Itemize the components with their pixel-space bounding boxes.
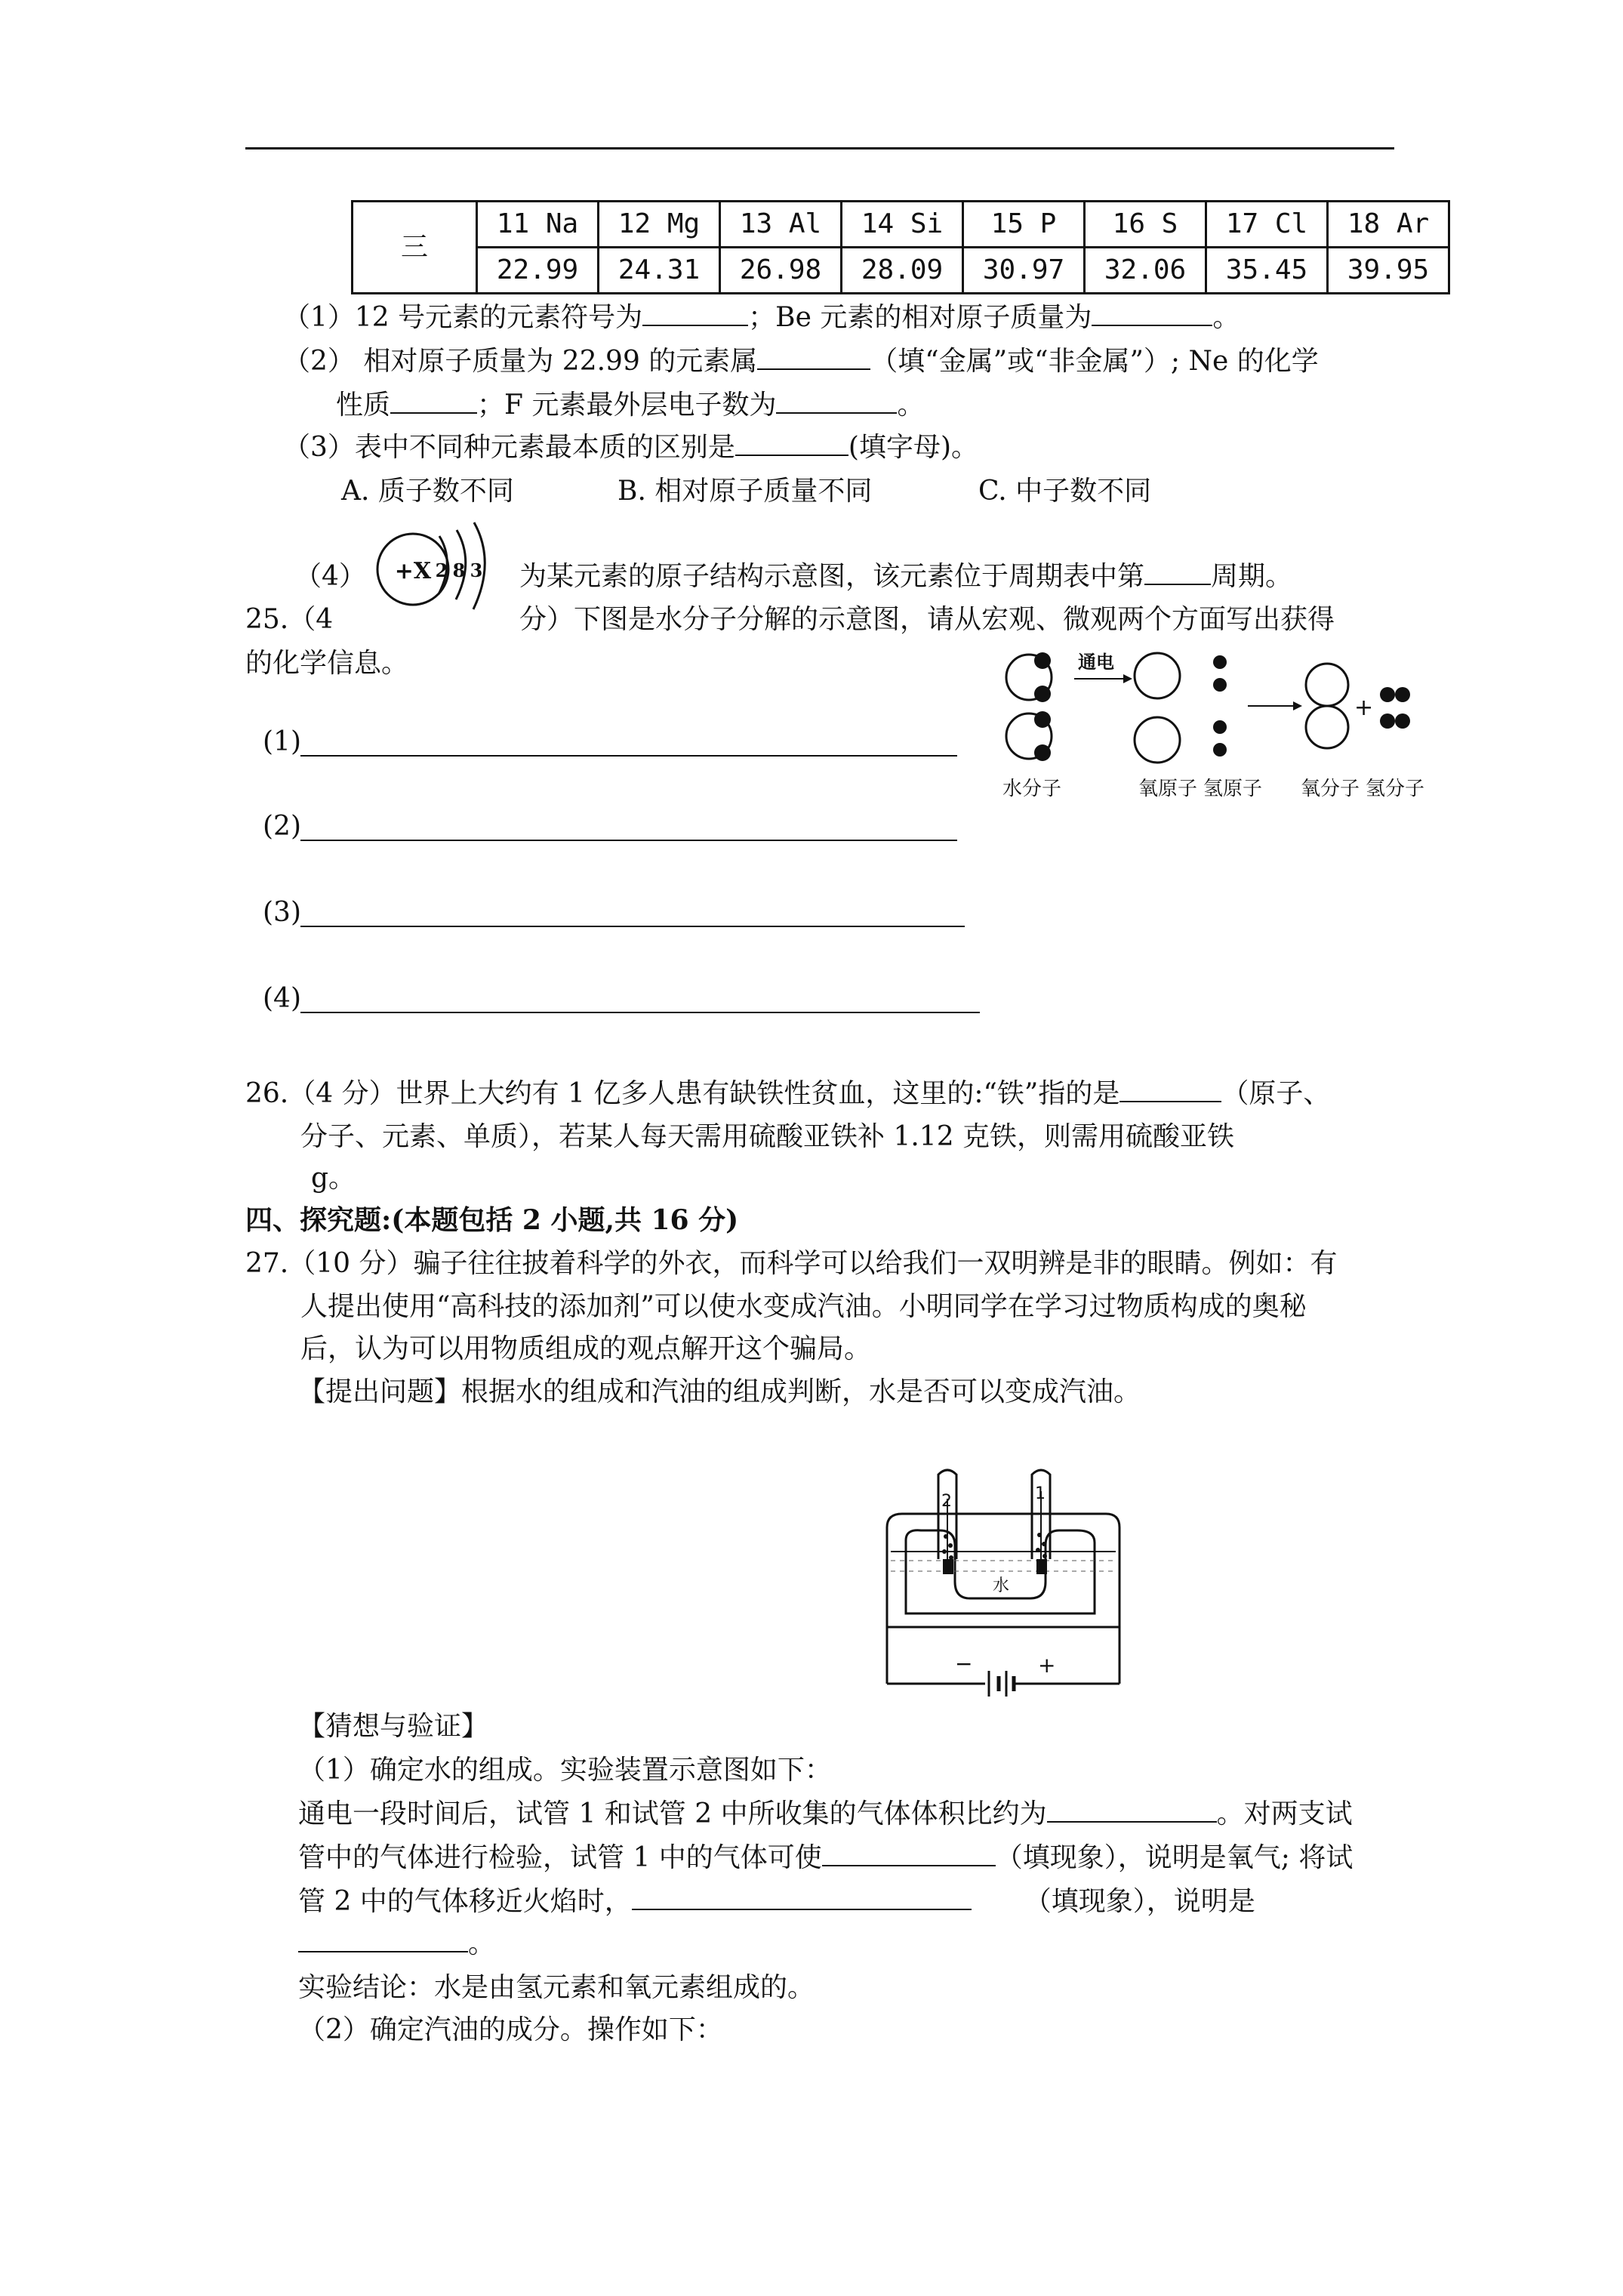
shell-electrons: 3 bbox=[470, 559, 483, 581]
element-mass: 35.45 bbox=[1206, 248, 1328, 294]
q25-item-label: (2) bbox=[263, 811, 301, 842]
answer-blank[interactable] bbox=[776, 387, 897, 414]
element-mass: 30.97 bbox=[963, 248, 1085, 294]
hydrogen-molecule bbox=[1380, 713, 1410, 729]
shell-electrons: 2 bbox=[435, 559, 448, 581]
step1-line2: 管中的气体进行检验，试管 1 中的气体可使 （填现象），说明是氧气; 将试 bbox=[298, 1836, 1353, 1875]
q25-stem-cont: 的化学信息。 bbox=[245, 648, 409, 679]
water-molecule bbox=[1006, 711, 1052, 761]
hydrogen-atom bbox=[1213, 720, 1227, 734]
q25-item-label: (4) bbox=[263, 983, 301, 1014]
element-cell: 18 Ar bbox=[1328, 202, 1449, 248]
element-cell: 16 S bbox=[1085, 202, 1206, 248]
element-cell: 13 Al bbox=[720, 202, 842, 248]
step1-heading: （1）确定水的组成。实验装置示意图如下： bbox=[298, 1755, 832, 1786]
q24-option-a: A. 质子数不同 bbox=[341, 476, 514, 507]
tube-label-2: 2 bbox=[941, 1492, 952, 1511]
answer-line[interactable] bbox=[300, 1012, 980, 1013]
answer-blank[interactable] bbox=[390, 387, 477, 414]
periodic-table bbox=[351, 200, 1450, 294]
plus-sign: + bbox=[1354, 695, 1374, 721]
header-rule bbox=[245, 147, 1394, 149]
water-label: 水 bbox=[993, 1576, 1010, 1595]
arrow-label: 通电 bbox=[1078, 652, 1114, 673]
element-cell: 17 Cl bbox=[1206, 202, 1328, 248]
q27-line3: 后，认为可以用物质组成的观点解开这个骗局。 bbox=[300, 1333, 872, 1364]
element-cell: 15 P bbox=[963, 202, 1085, 248]
element-mass: 32.06 bbox=[1085, 248, 1206, 294]
answer-line[interactable] bbox=[300, 840, 957, 841]
hydrogen-atom bbox=[1213, 678, 1227, 692]
step1-line4: 。 bbox=[298, 1922, 495, 1961]
electrolysis-apparatus-diagram bbox=[879, 1461, 1136, 1703]
water-decomposition-diagram bbox=[995, 646, 1448, 804]
q24-part3: （3）表中不同种元素最本质的区别是 (填字母)。 bbox=[283, 426, 978, 464]
oxygen-atom bbox=[1135, 653, 1180, 698]
answer-blank[interactable] bbox=[1144, 558, 1211, 585]
q25-number: 25.（4 bbox=[245, 604, 334, 635]
oxygen-molecule bbox=[1306, 664, 1348, 748]
answer-blank[interactable] bbox=[1092, 299, 1212, 326]
label-oxygen-molecule: 氧分子 bbox=[1301, 778, 1360, 800]
step2-heading: （2）确定汽油的成分。操作如下： bbox=[298, 2014, 723, 2045]
hydrogen-atom bbox=[1213, 743, 1227, 757]
label-hydrogen-molecule: 氢分子 bbox=[1366, 778, 1425, 800]
element-cell: 12 Mg bbox=[599, 202, 720, 248]
q24-part4-text: 为某元素的原子结构示意图，该元素位于周期表中第 周期。 bbox=[519, 555, 1292, 593]
section-heading: 四、探究题:(本题包括 2 小题,共 16 分) bbox=[245, 1204, 739, 1236]
hydrogen-molecule bbox=[1380, 687, 1410, 702]
q27-question: 【提出问题】根据水的组成和汽油的组成判断，水是否可以变成汽油。 bbox=[298, 1376, 1141, 1407]
label-water-molecule: 水分子 bbox=[1002, 778, 1062, 800]
q27-line1: 27.（10 分）骗子往往披着科学的外衣，而科学可以给我们一双明辨是非的眼睛。例如：有 bbox=[245, 1248, 1338, 1279]
answer-blank[interactable] bbox=[735, 429, 848, 456]
positive-terminal: + bbox=[1038, 1653, 1056, 1678]
step1-line1: 通电一段时间后，试管 1 和试管 2 中所收集的气体体积比约为 。对两支试 bbox=[298, 1792, 1353, 1831]
element-cell: 11 Na bbox=[477, 202, 599, 248]
element-mass: 22.99 bbox=[477, 248, 599, 294]
q24-part2: （2） 相对原子质量为 22.99 的元素属 （填“金属”或“非金属”）; Ne 的化学 bbox=[283, 340, 1319, 378]
q25-item-label: (1) bbox=[263, 726, 301, 757]
hydrogen-atom bbox=[1213, 655, 1227, 669]
q24-option-c: C. 中子数不同 bbox=[978, 476, 1152, 507]
water-molecule bbox=[1006, 652, 1052, 702]
tube-label-1: 1 bbox=[1035, 1484, 1046, 1503]
element-mass: 28.09 bbox=[842, 248, 963, 294]
q25-stem: 分）下图是水分子分解的示意图，请从宏观、微观两个方面写出获得 bbox=[519, 604, 1335, 635]
answer-blank[interactable] bbox=[822, 1839, 996, 1866]
element-mass: 39.95 bbox=[1328, 248, 1449, 294]
answer-line[interactable] bbox=[300, 755, 957, 757]
q25-item-label: (3) bbox=[263, 897, 301, 928]
q24-part1: （1）12 号元素的元素符号为 ；Be 元素的相对原子质量为 。 bbox=[283, 296, 1240, 334]
q24-option-b: B. 相对原子质量不同 bbox=[617, 476, 873, 507]
answer-blank[interactable] bbox=[1047, 1795, 1217, 1823]
period-label: 三 bbox=[353, 202, 477, 294]
element-mass: 26.98 bbox=[720, 248, 842, 294]
step1-line3: 管 2 中的气体移近火焰时， （填现象），说明是 bbox=[298, 1880, 1255, 1918]
q27-line2: 人提出使用“高科技的添加剂”可以使水变成汽油。小明同学在学习过物质构成的奥秘 bbox=[300, 1291, 1307, 1322]
oxygen-atom bbox=[1135, 717, 1180, 763]
label-oxygen-atom: 氧原子 bbox=[1138, 778, 1198, 800]
answer-blank[interactable] bbox=[298, 1925, 468, 1952]
answer-blank[interactable] bbox=[642, 299, 748, 326]
conclusion: 实验结论：水是由氢元素和氧元素组成的。 bbox=[298, 1972, 815, 2003]
shell-electrons: 8 bbox=[452, 559, 466, 581]
q24-part2-cont: 性质 ；F 元素最外层电子数为 。 bbox=[336, 384, 924, 422]
q26-line3: g。 bbox=[311, 1163, 356, 1194]
guess-heading: 【猜想与验证】 bbox=[298, 1711, 489, 1742]
q24-part4-label: （4） bbox=[294, 561, 366, 592]
q26-line1: 26.（4 分）世界上大约有 1 亿多人患有缺铁性贫血，这里的:“铁”指的是 （原子、 bbox=[245, 1072, 1330, 1111]
atom-structure-diagram bbox=[366, 515, 517, 647]
element-mass: 24.31 bbox=[599, 248, 720, 294]
answer-blank[interactable] bbox=[632, 1883, 972, 1910]
answer-blank[interactable] bbox=[757, 343, 870, 370]
negative-terminal: − bbox=[955, 1651, 973, 1676]
q26-line2: 分子、元素、单质），若某人每天需用硫酸亚铁补 1.12 克铁，则需用硫酸亚铁 bbox=[300, 1121, 1235, 1152]
answer-blank[interactable] bbox=[1119, 1075, 1221, 1102]
atom-nucleus: +X bbox=[394, 558, 432, 584]
answer-line[interactable] bbox=[300, 926, 965, 927]
label-hydrogen-atom: 氢原子 bbox=[1203, 778, 1263, 800]
element-cell: 14 Si bbox=[842, 202, 963, 248]
